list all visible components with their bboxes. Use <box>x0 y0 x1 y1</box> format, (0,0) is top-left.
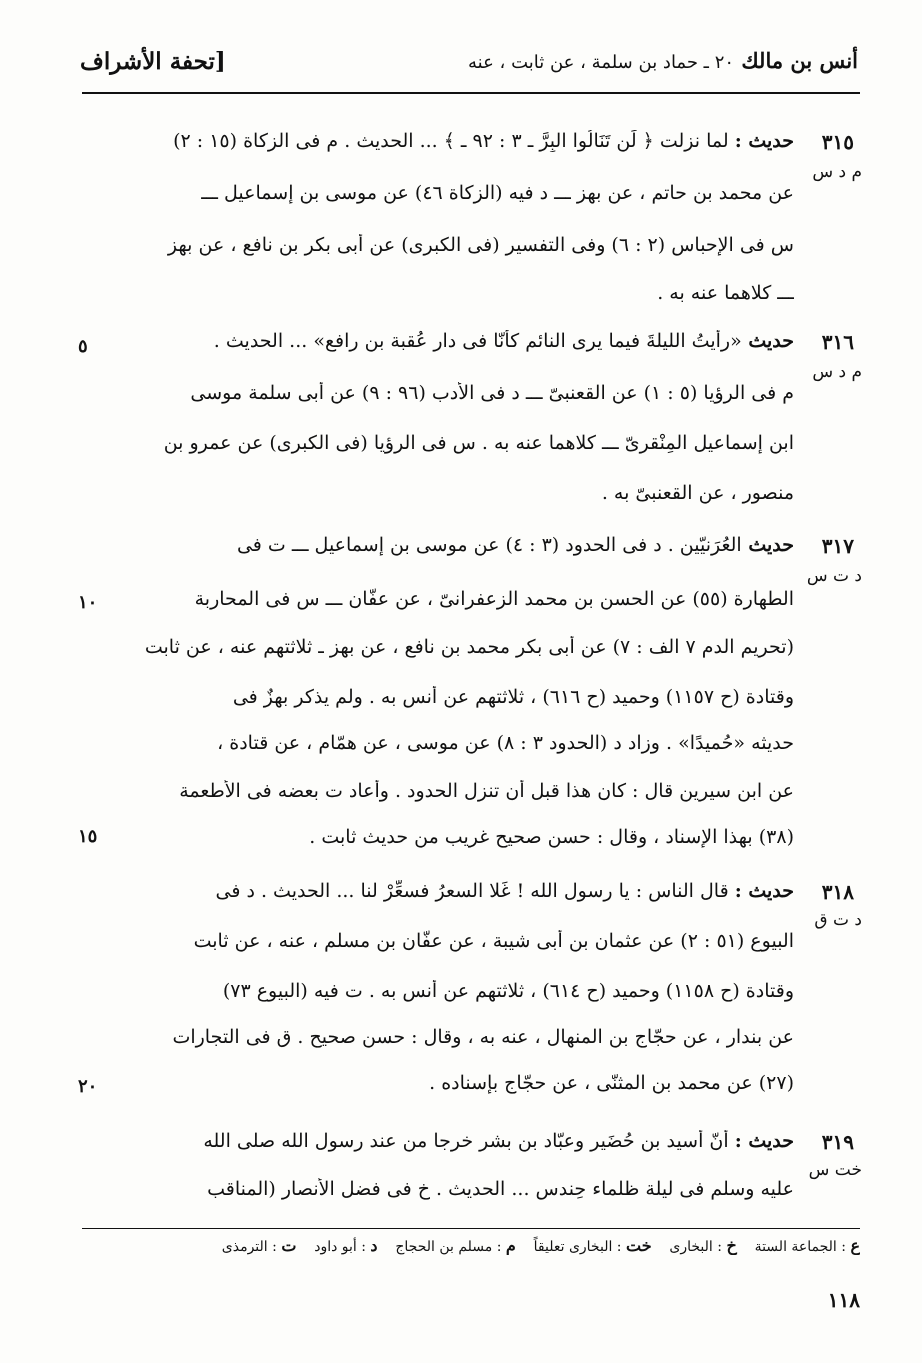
abbr-key: د <box>370 1236 378 1255</box>
entry-number: ٣١٧ <box>821 534 854 558</box>
entry-line: عليه وسلم فى ليلة ظلماء حِندس ... الحديث . خ فى فضل الأنصار (المناقب <box>207 1178 794 1200</box>
entry-number: ٣١٦ <box>821 330 854 354</box>
abbr-key: ت <box>281 1236 297 1255</box>
page-number: ١١٨ <box>827 1288 860 1312</box>
abbr-value: الجماعة الستة <box>754 1239 837 1255</box>
abbr-value: الترمذى <box>221 1239 268 1255</box>
entry-line: (٣٨) بهذا الإسناد ، وقال : حسن صحيح غريب من حديث ثابت . <box>309 826 794 848</box>
abbr-key: م <box>505 1236 516 1255</box>
entry-line: (٢٧) عن محمد بن المثنّى ، عن حجّاج بإسناده . <box>429 1072 794 1094</box>
entry-line: البيوع (٥١ : ٢) عن عثمان بن أبى شيبة ، عن عفّان بن مسلم ، عنه ، عن ثابت <box>193 930 794 952</box>
entry-line: حديث : لما نزلت ﴿ لَن تَنَالُوا البِرَّ ـ ٣ : ٩٢ ـ ﴾ ... الحديث . م فى الزكاة (١٥ : ٢) <box>173 130 794 152</box>
abbr-value: البخارى تعليقاً <box>533 1239 613 1255</box>
header-left-title: [تحفة الأشراف <box>80 48 226 75</box>
margin-line-number: ٢٠ <box>78 1076 98 1097</box>
entry-number: ٣١٩ <box>821 1130 854 1154</box>
entry-number: ٣١٥ <box>821 130 854 154</box>
entry-line: م فى الرؤيا (٥ : ١) عن القعنبىّ ـــ د فى الأدب (٩٦ : ٩) عن أبى سلمة موسى <box>190 382 794 404</box>
margin-line-number: ١٠ <box>78 592 98 613</box>
hadith-keyword: حديث <box>741 330 794 352</box>
margin-line-number: ١٥ <box>78 826 98 847</box>
entry-line: حديث : قال الناس : يا رسول الله ! غَلا السعرُ فسعِّرْ لنا ... الحديث . د فى <box>215 880 794 902</box>
abbr-value: أبو داود <box>314 1239 357 1255</box>
entry-line: عن ابن سيرين قال : كان هذا قبل أن تنزل الحدود . وأعاد ت بعضه فى الأطعمة <box>179 780 794 802</box>
hadith-keyword: حديث <box>741 534 794 556</box>
abbr-key: ع <box>850 1236 860 1255</box>
entry-line: الطهارة (٥٥) عن الحسن بن محمد الزعفرانىّ ، عن عفّان ـــ س فى المحاربة <box>194 588 794 610</box>
entry-line: حديث : أنّ أُسيد بن حُضَير وعبّاد بن بشر خرجا من عند رسول الله صلى الله <box>203 1130 794 1152</box>
abbr-key: خ <box>726 1236 737 1255</box>
entry-sigla: م د س <box>812 362 862 382</box>
hadith-keyword: حديث : <box>734 1130 794 1152</box>
entry-line: ـــ كلاهما عنه به . <box>657 282 794 304</box>
entry-line: عن محمد بن حاتم ، عن بهز ـــ د فيه (الزكاة ٤٦) عن موسى بن إسماعيل ـــ <box>201 182 794 204</box>
hadith-keyword: حديث : <box>734 130 794 152</box>
entry-sigla: خت س <box>808 1160 862 1180</box>
abbr-value: مسلم بن الحجاج <box>395 1239 493 1255</box>
header-right-title: أنس بن مالك <box>741 48 858 73</box>
entry-sigla: د ت س <box>806 566 862 586</box>
margin-line-number: ٥ <box>78 336 88 357</box>
entry-line: وقتادة (ح ١١٥٨) وحميد (ح ٦١٤) ، ثلاثتهم عن أنس به . ت فيه (البيوع ٧٣) <box>222 980 794 1002</box>
entry-sigla: د ت ق <box>814 910 862 930</box>
header-chain: ٢٠ ـ حماد بن سلمة ، عن ثابت ، عنه <box>468 52 735 73</box>
entry-line: س فى الإحباس (٢ : ٦) وفى التفسير (فى الكبرى) عن أبى بكر بن نافع ، عن بهز <box>167 234 794 256</box>
entry-line: حديث العُرَنيّين . د فى الحدود (٣ : ٤) عن موسى بن إسماعيل ـــ ت فى <box>236 534 794 556</box>
entry-number: ٣١٨ <box>821 880 854 904</box>
entry-sigla: م د س <box>812 162 862 182</box>
footer-divider <box>82 1228 860 1229</box>
hadith-keyword: حديث : <box>734 880 794 902</box>
abbreviation-key: ع : الجماعة الستة خ : البخارى خت : البخارى تعليقاً م : مسلم بن الحجاج د : أبو داود ت : الترمذى <box>221 1236 860 1255</box>
entry-line: وقتادة (ح ١١٥٧) وحميد (ح ٦١٦) ، ثلاثتهم عن أنس به . ولم يذكر بهزٌ فى <box>232 686 794 708</box>
header-right <box>468 48 858 73</box>
entry-line: (تحريم الدم ٧ الف : ٧) عن أبى بكر محمد بن نافع ، عن بهز ـ ثلاثتهم عنه ، عن ثابت <box>144 636 794 658</box>
entry-line: حديثه «حُميدًا» . وزاد د (الحدود ٣ : ٨) عن موسى ، عن همّام ، عن قتادة ، <box>217 732 794 754</box>
abbr-value: البخارى <box>669 1239 713 1255</box>
entry-line: منصور ، عن القعنبىّ به . <box>601 482 794 504</box>
running-header <box>80 40 858 90</box>
abbr-key: خت <box>625 1236 652 1255</box>
entry-line: عن بندار ، عن حجّاج بن المنهال ، عنه به ، وقال : حسن صحيح . ق فى التجارات <box>172 1026 794 1048</box>
header-divider <box>82 92 860 94</box>
entry-line: ابن إسماعيل المِنْقرىّ ـــ كلاهما عنه به . س فى الرؤيا (فى الكبرى) عن عمرو بن <box>163 432 794 454</box>
entry-line: حديث «رأيتُ الليلةَ فيما يرى النائم كأنّا فى دار عُقبة بن رافع» ... الحديث . <box>213 330 794 352</box>
